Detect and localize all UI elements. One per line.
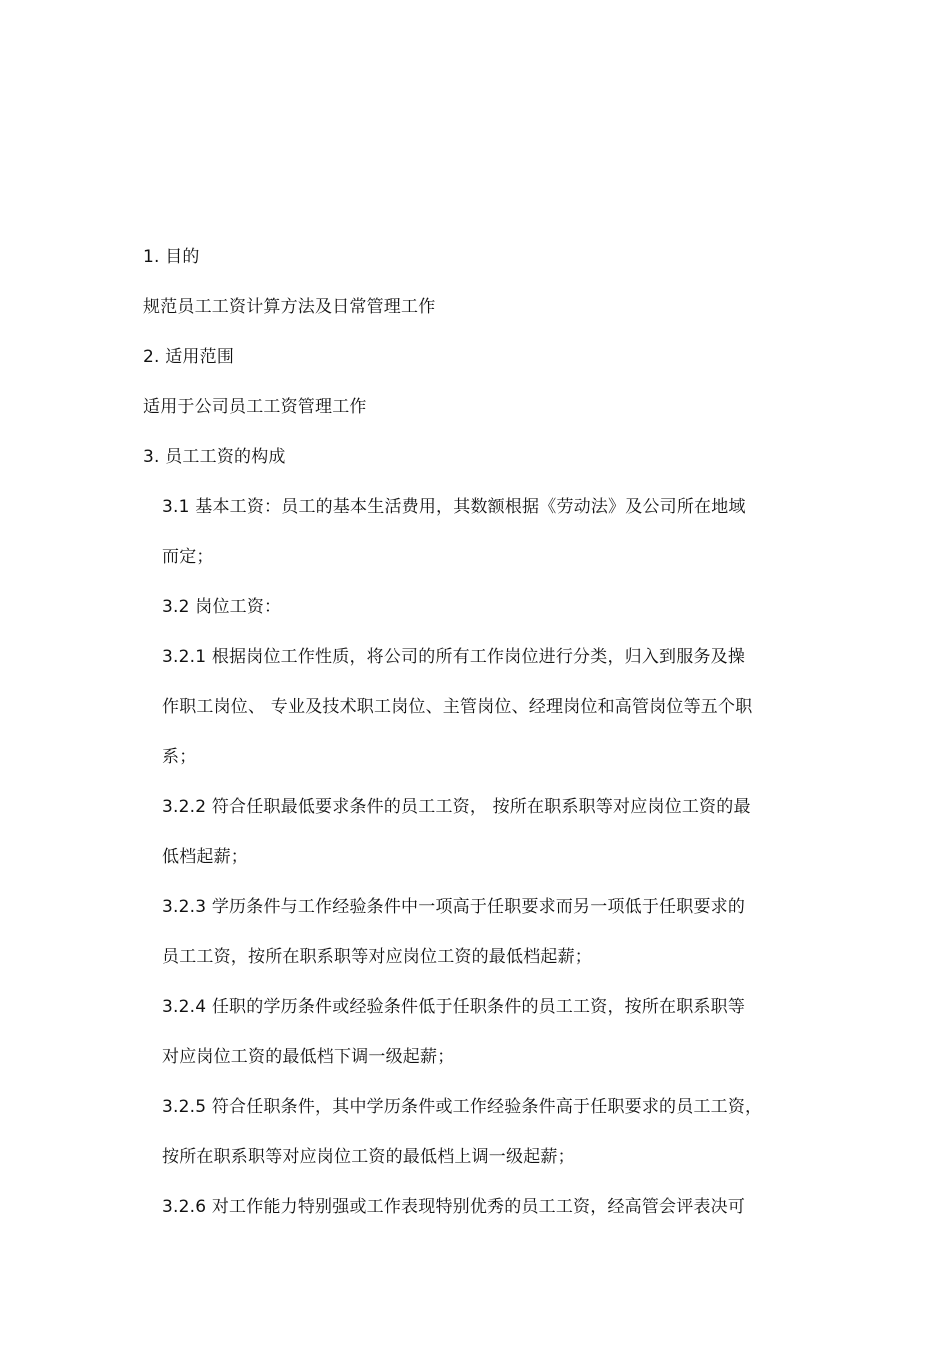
paragraph-line: 员工工资，按所在职系职等对应岗位工资的最低档起薪； (162, 947, 592, 967)
paragraph-line: 3.2.6 对工作能力特别强或工作表现特别优秀的员工工资，经高管会评表决可 (162, 1197, 746, 1217)
heading-scope: 2. 适用范围 (143, 347, 235, 367)
paragraph-line: 系； (162, 747, 197, 767)
paragraph-line: 作职工岗位、 专业及技术职工岗位、主管岗位、经理岗位和高管岗位等五个职 (162, 697, 753, 717)
purpose-text: 规范员工工资计算方法及日常管理工作 (143, 297, 436, 317)
paragraph-line: 3.2 岗位工资： (162, 597, 282, 617)
paragraph-line: 对应岗位工资的最低档下调一级起薪； (162, 1047, 455, 1067)
paragraph-line: 而定； (162, 547, 214, 567)
paragraph-line: 3.1 基本工资：员工的基本生活费用，其数额根据《劳动法》及公司所在地域 (162, 497, 746, 517)
heading-purpose: 1. 目的 (143, 247, 200, 267)
paragraph-line: 3.2.1 根据岗位工作性质，将公司的所有工作岗位进行分类，归入到服务及操 (162, 647, 746, 667)
heading-salary-composition: 3. 员工工资的构成 (143, 447, 286, 467)
paragraph-line: 低档起薪； (162, 847, 248, 867)
paragraph-line: 3.2.4 任职的学历条件或经验条件低于任职条件的员工工资，按所在职系职等 (162, 997, 746, 1017)
scope-text: 适用于公司员工工资管理工作 (143, 397, 367, 417)
paragraph-line: 按所在职系职等对应岗位工资的最低档上调一级起薪； (162, 1147, 575, 1167)
paragraph-line: 3.2.3 学历条件与工作经验条件中一项高于任职要求而另一项低于任职要求的 (162, 897, 746, 917)
paragraph-line: 3.2.5 符合任职条件，其中学历条件或工作经验条件高于任职要求的员工工资， (162, 1097, 763, 1117)
paragraph-line: 3.2.2 符合任职最低要求条件的员工工资， 按所在职系职等对应岗位工资的最 (162, 797, 751, 817)
